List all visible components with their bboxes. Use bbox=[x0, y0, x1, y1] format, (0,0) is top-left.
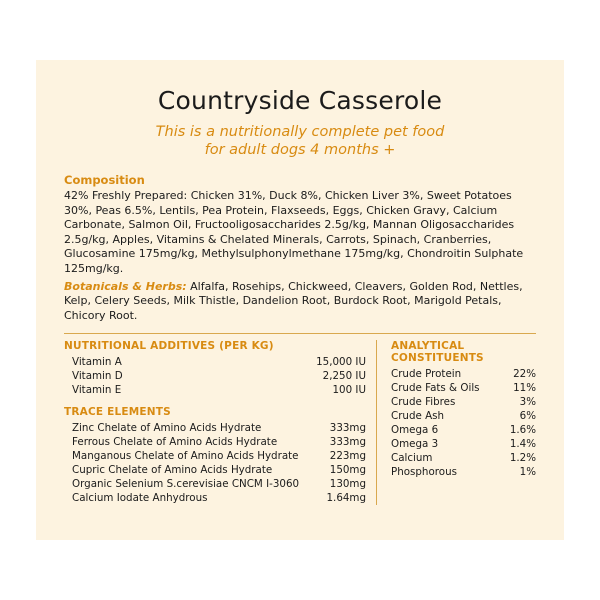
composition-text: 42% Freshly Prepared: Chicken 31%, Duck 8%, Chicken Liver 3%, Sweet Potatoes 30%, Peas 6.5%, Lentils, Pea Protein, Flaxseeds, Eggs, Chicken Gravy, Calcium Carbonate, Salmon Oil, Fructooligosaccharides 2.5g/kg, Mannan Oligosaccharides 2.5g/kg, Apples, Vitamins & Chelated Minerals, Carrots, Spinach, Cranberries, Glucosamine 175mg/kg, Methylsulphonylmethane 175mg/kg, Chondroitin Sulphate 125mg/kg. bbox=[64, 189, 524, 275]
additive-value: 100 IU bbox=[332, 384, 366, 397]
table-row bbox=[64, 421, 366, 435]
analytical-constituents-heading bbox=[391, 340, 536, 364]
constituent-value: 1.4% bbox=[509, 438, 536, 451]
table-row bbox=[64, 355, 366, 369]
additive-name: Vitamin D bbox=[72, 370, 123, 383]
analytical-constituents-table bbox=[391, 367, 536, 479]
trace-elements-table bbox=[64, 421, 366, 505]
page-title: Countryside Casserole bbox=[157, 86, 443, 115]
additives-column bbox=[64, 340, 376, 505]
table-row bbox=[64, 491, 366, 505]
trace-name: Ferrous Chelate of Amino Acids Hydrate bbox=[72, 436, 278, 449]
constituent-name: Crude Ash bbox=[391, 410, 445, 423]
trace-name: Organic Selenium S.cerevisiae CNCM I-3060 bbox=[72, 478, 300, 491]
trace-value: 1.64mg bbox=[326, 492, 366, 505]
additive-value: 2,250 IU bbox=[322, 370, 366, 383]
additive-value: 15,000 IU bbox=[316, 356, 366, 369]
trace-name: Cupric Chelate of Amino Acids Hydrate bbox=[72, 464, 273, 477]
product-label-panel bbox=[36, 60, 564, 540]
trace-value: 333mg bbox=[329, 422, 366, 435]
trace-name: Manganous Chelate of Amino Acids Hydrate bbox=[72, 450, 299, 463]
column-divider bbox=[376, 340, 377, 505]
product-subtitle bbox=[64, 123, 536, 159]
constituent-name: Crude Fibres bbox=[391, 396, 456, 409]
table-row bbox=[64, 449, 366, 463]
constituent-name: Crude Protein bbox=[391, 368, 462, 381]
nutritional-additives-heading: NUTRITIONAL ADDITIVES (PER KG) bbox=[64, 340, 274, 353]
additive-name: Vitamin E bbox=[72, 384, 122, 397]
trace-value: 150mg bbox=[329, 464, 366, 477]
table-row bbox=[64, 477, 366, 491]
constituent-value: 22% bbox=[513, 368, 536, 381]
trace-name: Zinc Chelate of Amino Acids Hydrate bbox=[72, 422, 262, 435]
botanicals-heading: Botanicals & Herbs: bbox=[64, 279, 187, 293]
section-divider bbox=[64, 333, 536, 334]
trace-value: 223mg bbox=[329, 450, 366, 463]
subtitle-line-1: This is a nutritionally complete pet food bbox=[155, 124, 445, 140]
constituent-name: Omega 3 bbox=[391, 438, 439, 451]
table-row bbox=[64, 435, 366, 449]
table-row bbox=[64, 369, 366, 383]
subtitle-line-2: for adult dogs 4 months + bbox=[204, 142, 396, 158]
table-row bbox=[391, 367, 536, 381]
table-row bbox=[391, 451, 536, 465]
table-row bbox=[64, 383, 366, 397]
constituent-value: 1.2% bbox=[509, 452, 536, 465]
analytical-heading-line-1: ANALYTICAL bbox=[391, 340, 465, 353]
trace-elements-heading: TRACE ELEMENTS bbox=[64, 406, 171, 419]
table-row bbox=[391, 465, 536, 479]
constituent-name: Omega 6 bbox=[391, 424, 439, 437]
table-row bbox=[64, 463, 366, 477]
constituent-name: Phosphorous bbox=[391, 466, 457, 479]
table-row bbox=[391, 381, 536, 395]
trace-value: 333mg bbox=[329, 436, 366, 449]
nutrition-columns bbox=[64, 340, 536, 505]
constituent-value: 6% bbox=[519, 410, 536, 423]
constituent-name: Calcium bbox=[391, 452, 433, 465]
trace-name: Calcium Iodate Anhydrous bbox=[72, 492, 208, 505]
table-row bbox=[391, 409, 536, 423]
table-row bbox=[391, 423, 536, 437]
botanicals-text: Alfalfa, Rosehips, Chickweed, Cleavers, Golden Rod, Nettles, Kelp, Celery Seeds, Milk Thistle, Dandelion Root, Burdock Root, Marigold Petals, Chicory Root. bbox=[64, 279, 523, 322]
constituent-value: 1.6% bbox=[509, 424, 536, 437]
nutritional-additives-table bbox=[64, 355, 366, 397]
constituent-name: Crude Fats & Oils bbox=[391, 382, 480, 395]
trace-value: 130mg bbox=[329, 478, 366, 491]
constituent-value: 3% bbox=[519, 396, 536, 409]
constituent-value: 1% bbox=[519, 466, 536, 479]
composition-heading: Composition bbox=[64, 173, 145, 187]
additive-name: Vitamin A bbox=[72, 356, 122, 369]
botanicals-block bbox=[64, 280, 536, 324]
analytical-column bbox=[387, 340, 536, 505]
analytical-heading-line-2: CONSTITUENTS bbox=[391, 352, 484, 365]
table-row bbox=[391, 437, 536, 451]
constituent-value: 11% bbox=[513, 382, 536, 395]
table-row bbox=[391, 395, 536, 409]
